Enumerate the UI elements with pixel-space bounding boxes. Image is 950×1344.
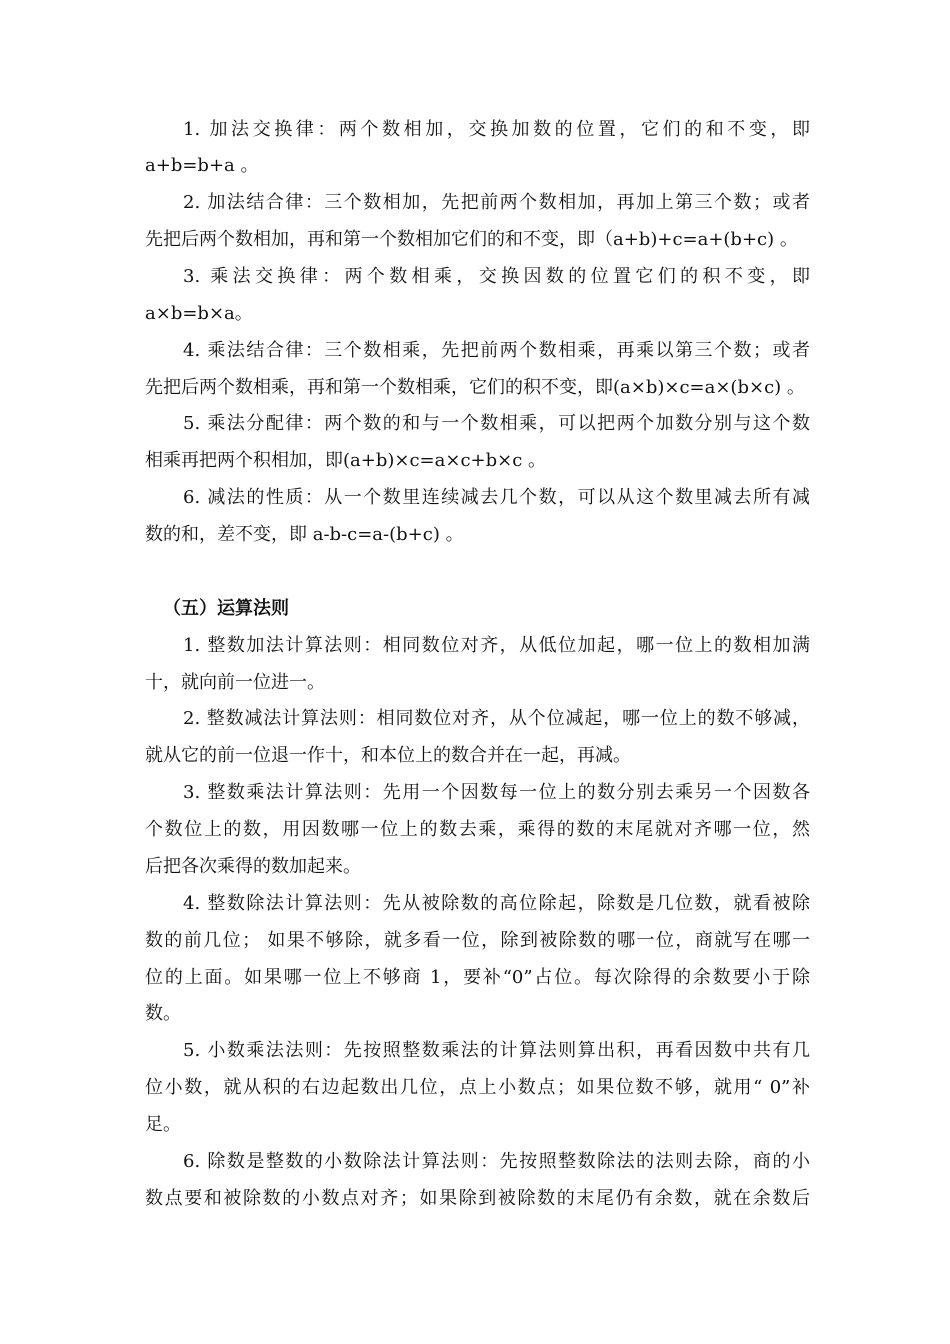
rule-6-line-1: 6. 除数是整数的小数除法计算法则：先按照整数除法的法则去除，商的小 [183, 1151, 810, 1172]
rule-3-line-3: 后把各次乘得的数加起来。 [145, 856, 361, 877]
law-6-line-2: 数的和，差不变，即 a-b-c=a-(b+c) 。 [145, 524, 464, 545]
rule-4-line-2: 数的前几位； 如果不够除，就多看一位，除到被除数的哪一位，商就写在哪一 [145, 930, 810, 951]
rule-4-line-4: 数。 [145, 1003, 181, 1024]
law-1-line-2: a+b=b+a 。 [145, 155, 259, 176]
rule-3-line-2: 个数位上的数，用因数哪一位上的数去乘，乘得的数的末尾就对齐哪一位，然 [145, 819, 810, 840]
rule-5-line-1: 5. 小数乘法法则：先按照整数乘法的计算法则算出积，再看因数中共有几 [183, 1040, 810, 1061]
law-5-line-1: 5. 乘法分配律：两个数的和与一个数相乘，可以把两个加数分别与这个数 [183, 413, 810, 434]
law-4-line-1: 4. 乘法结合律：三个数相乘，先把前两个数相乘，再乘以第三个数；或者 [183, 340, 810, 361]
law-3-line-2: a×b=b×a。 [145, 303, 253, 324]
law-6-line-1: 6. 减法的性质：从一个数里连续减去几个数，可以从这个数里减去所有减 [183, 487, 810, 508]
rule-1-line-1: 1. 整数加法计算法则：相同数位对齐，从低位加起，哪一位上的数相加满 [183, 635, 810, 656]
rule-6-line-2: 数点要和被除数的小数点对齐；如果除到被除数的末尾仍有余数，就在余数后 [145, 1188, 810, 1209]
rule-2-line-1: 2. 整数减法计算法则：相同数位对齐，从个位减起，哪一位上的数不够减， [183, 708, 810, 729]
law-4-line-2: 先把后两个数相乘，再和第一个数相乘，它们的积不变，即(a×b)×c=a×(b×c) 。 [145, 377, 805, 398]
rule-3-line-1: 3. 整数乘法计算法则：先用一个因数每一位上的数分别去乘另一个因数各 [183, 782, 810, 803]
rule-5-line-2: 位小数，就从积的右边起数出几位，点上小数点；如果位数不够，就用“ 0”补 [145, 1077, 810, 1098]
law-2-line-2: 先把后两个数相加，再和第一个数相加它们的和不变，即（a+b)+c=a+(b+c) 。 [145, 229, 798, 250]
rule-5-line-3: 足。 [145, 1114, 181, 1135]
law-1-line-1: 1. 加法交换律：两个数相加，交换加数的位置，它们的和不变，即 [183, 119, 810, 140]
rule-1-line-2: 十，就向前一位进一。 [145, 672, 325, 693]
law-3-line-1: 3. 乘法交换律：两个数相乘，交换因数的位置它们的积不变，即 [183, 266, 810, 287]
rule-4-line-3: 位的上面。如果哪一位上不够商 1，要补“0”占位。每次除得的余数要小于除 [145, 967, 810, 988]
rule-2-line-2: 就从它的前一位退一作十，和本位上的数合并在一起，再减。 [145, 745, 631, 766]
rule-4-line-1: 4. 整数除法计算法则：先从被除数的高位除起，除数是几位数，就看被除 [183, 893, 810, 914]
section-title: （五）运算法则 [163, 598, 289, 619]
law-5-line-2: 相乘再把两个积相加，即(a+b)×c=a×c+b×c 。 [145, 450, 547, 471]
law-2-line-1: 2. 加法结合律：三个数相加，先把前两个数相加，再加上第三个数；或者 [183, 192, 810, 213]
